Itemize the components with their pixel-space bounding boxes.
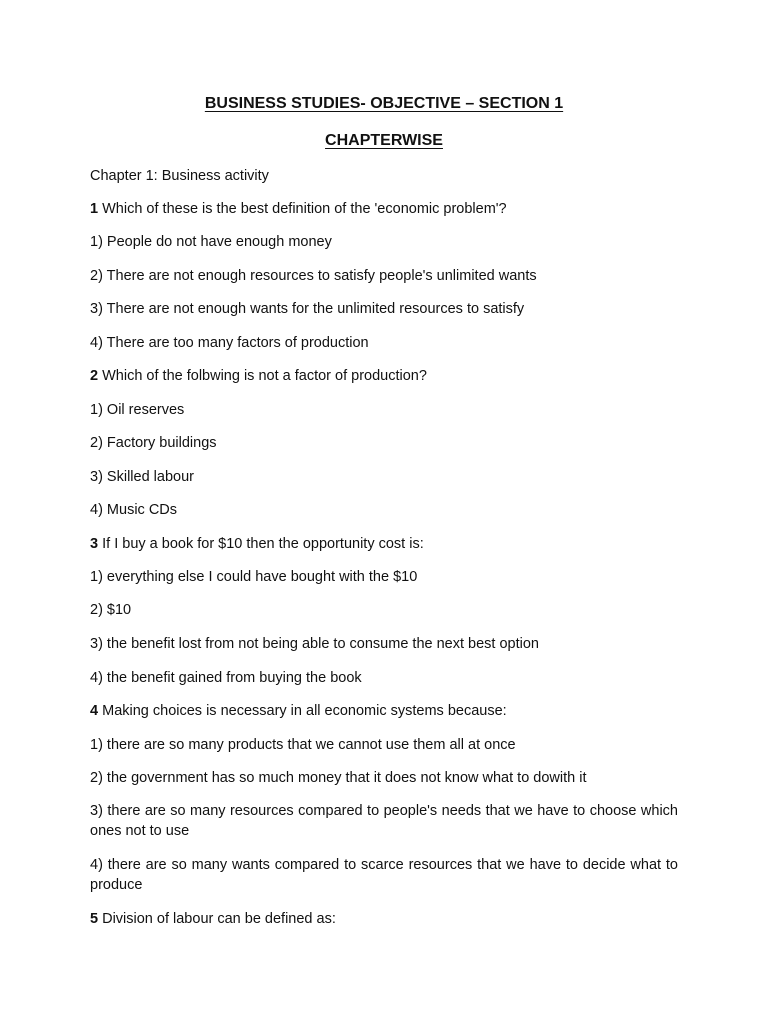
option: 2) $10 [90, 602, 132, 618]
option: 3) Skilled labour [90, 469, 194, 485]
option: 1) Oil reserves [90, 402, 185, 418]
question-text: Which of the folbwing is not a factor of production? [102, 368, 427, 384]
option: 2) the government has so much money that it does not know what to dowith it [90, 770, 587, 786]
option: 4) there are so many wants compared to scarce resources that we have to decide what to produce [90, 857, 678, 893]
option: 1) People do not have enough money [90, 234, 332, 250]
question-text: Which of these is the best definition of the 'economic problem'? [102, 201, 507, 217]
question-text: Division of labour can be defined as: [102, 911, 336, 927]
question-text: If I buy a book for $10 then the opportunity cost is: [102, 536, 424, 552]
option: 2) There are not enough resources to satisfy people's unlimited wants [90, 268, 537, 284]
question-3 [90, 534, 678, 554]
option: 1) there are so many products that we cannot use them all at once [90, 737, 516, 753]
chapter-heading: Chapter 1: Business activity [90, 168, 269, 184]
question-number: 4 [90, 703, 99, 719]
document-subtitle: CHAPTERWISE [325, 132, 443, 149]
option: 4) the benefit gained from buying the book [90, 670, 362, 686]
option: 3) there are so many resources compared to people's needs that we have to choose which ones not to use [90, 803, 678, 839]
option: 4) Music CDs [90, 502, 178, 518]
question-text: Making choices is necessary in all economic systems because: [102, 703, 507, 719]
option: 1) everything else I could have bought with the $10 [90, 569, 418, 585]
question-4 [90, 701, 678, 721]
option: 2) Factory buildings [90, 435, 217, 451]
question-number: 1 [90, 201, 99, 217]
document-title: BUSINESS STUDIES- OBJECTIVE – SECTION 1 [204, 95, 564, 112]
option: 3) the benefit lost from not being able to consume the next best option [90, 636, 539, 652]
question-5 [90, 909, 678, 929]
question-2 [90, 366, 678, 386]
question-number: 2 [90, 368, 99, 384]
question-number: 3 [90, 536, 99, 552]
question-number: 5 [90, 911, 99, 927]
option: 3) There are not enough wants for the unlimited resources to satisfy [90, 301, 525, 317]
option: 4) There are too many factors of production [90, 335, 369, 351]
question-1 [90, 199, 678, 219]
